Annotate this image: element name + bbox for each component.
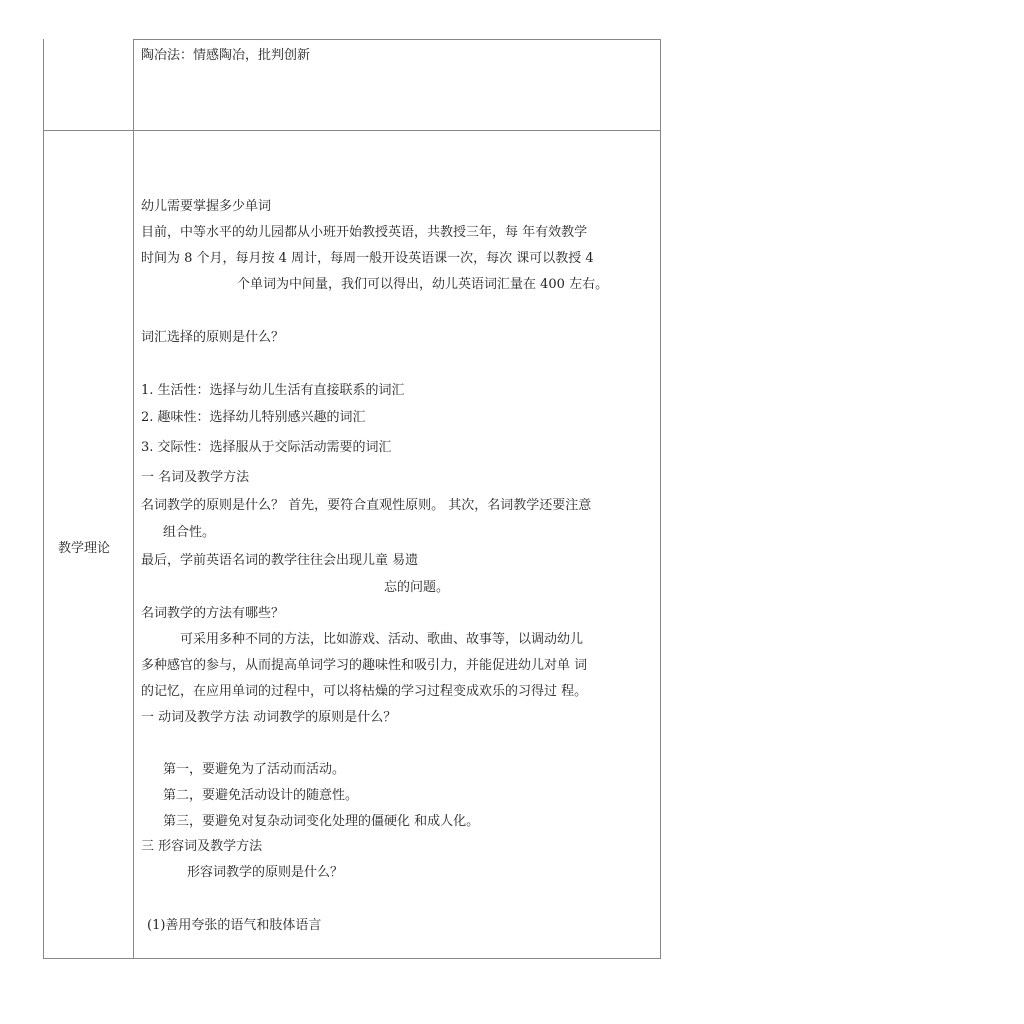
text-line: 一 动词及教学方法 动词教学的原则是什么？ [141,710,397,725]
text-line: 2. 趣味性：选择幼儿特别感兴趣的词汇 [141,410,366,425]
text-line: 忘的问题。 [384,580,450,595]
row-divider [43,130,661,131]
text-line: 词汇选择的原则是什么？ [141,330,285,345]
text-line: 可采用多种不同的方法，比如游戏、活动、歌曲、故事等，以调动幼儿 [180,632,584,647]
text-line: 一 名词及教学方法 [141,470,250,485]
text-line: 第二，要避免活动设计的随意性。 [163,788,359,803]
text-line: 的记忆，在应用单词的过程中，可以将枯燥的学习过程变成欢乐的习得过 程。 [141,684,588,699]
table-top-border [134,39,661,40]
text-line: 第一，要避免为了活动而活动。 [163,762,346,777]
text-line: 最后，学前英语名词的教学往往会出现儿童 易遗 [141,553,419,568]
text-line: 3. 交际性：选择服从于交际活动需要的词汇 [141,440,392,455]
text-line: 目前，中等水平的幼儿园都从小班开始教授英语，共教授三年，每 年有效教学 [141,225,588,240]
text-line: 三 形容词及教学方法 [141,839,263,854]
text-line: 时间为 8 个月，每月按 4 周计，每周一般开设英语课一次，每次 课可以教授 4 [141,251,594,266]
text-line: 个单词为中间量，我们可以得出，幼儿英语词汇量在 400 左右。 [237,277,609,292]
text-line: 幼儿需要掌握多少单词 [141,199,272,214]
text-line: 名词教学的原则是什么？ 首先，要符合直观性原则。 其次，名词教学还要注意 [141,498,592,513]
text-line: 1. 生活性：选择与幼儿生活有直接联系的词汇 [141,383,405,398]
row1-text: 陶冶法：情感陶冶，批判创新 [141,48,311,63]
text-line: 形容词教学的原则是什么？ [187,865,344,880]
text-line: 名词教学的方法有哪些？ [141,606,285,621]
text-line: 第三，要避免对复杂动词变化处理的僵硬化 和成人化。 [163,814,480,829]
text-line: (1)善用夸张的语气和肢体语言 [147,918,322,933]
text-line: 多种感官的参与，从而提高单词学习的趣味性和吸引力，并能促进幼儿对单 词 [141,658,588,673]
row2-label: 教学理论 [58,541,111,556]
text-line: 组合性。 [163,525,216,540]
column-divider [133,39,134,959]
